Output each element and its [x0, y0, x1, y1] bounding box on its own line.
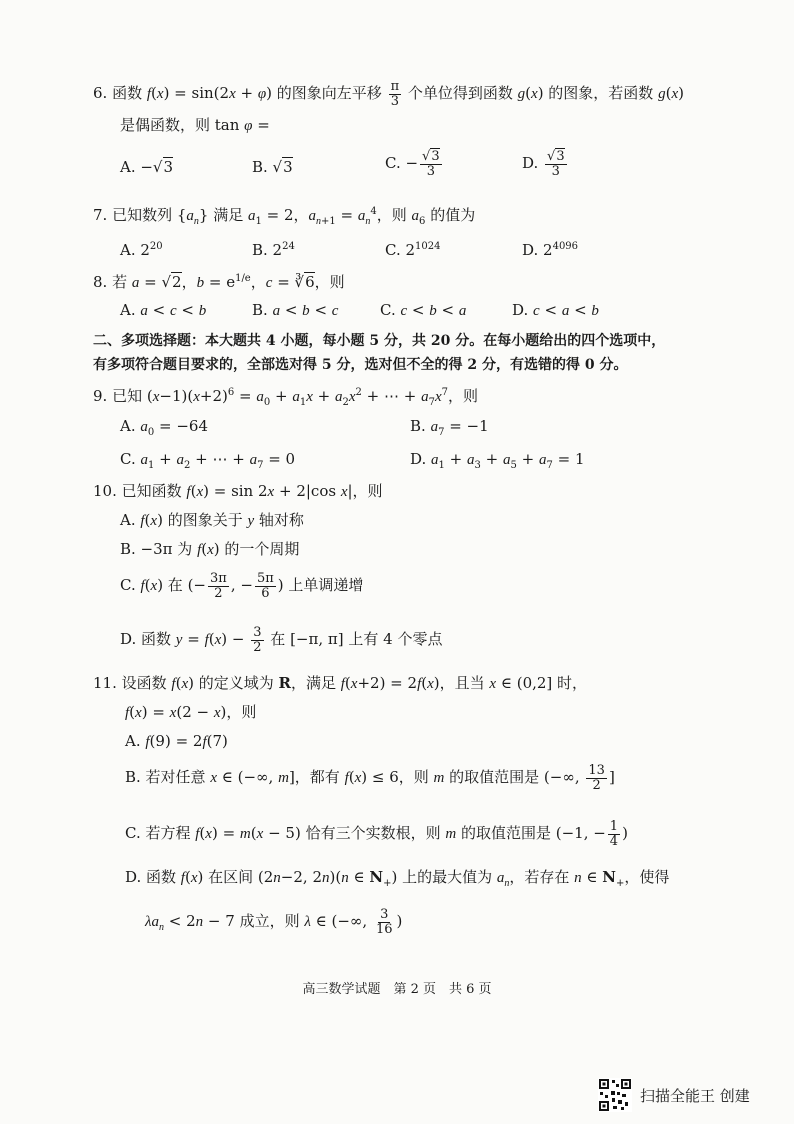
q11-option-c: C. 若方程 f(x) = m(x − 5) 恰有三个实数根，则 m 的取值范围是 (−1, − $\frac{1}{4}$ ): [125, 819, 628, 849]
section2-line1: 二、多项选择题：本大题共 4 小题，每小题 5 分，共 20 分。在每小题给出的四个选项中，: [93, 333, 666, 349]
q8-option-d: D. c < a < b: [512, 301, 599, 319]
q10-stem: 10. 已知函数 f(x) = sin 2x + 2|cos x|，则: [93, 482, 383, 500]
q8-option-a: A. a < c < b: [120, 301, 207, 319]
section2-line2: 有多项符合题目要求的，全部选对得 5 分，选对但不全的得 2 分，有选错的得 0 分。: [93, 357, 628, 373]
q6-option-d: D. $\frac{√3}{3}$: [522, 149, 565, 179]
q11-option-b: B. 若对任意 x ∈ (−∞, m]，都有 f(x) ≤ 6，则 m 的取值范围是 (−∞, $\frac{13}{2}$ ]: [125, 763, 615, 793]
q6-stem-line2: 是偶函数，则 tan φ =: [120, 116, 270, 134]
qr-code-icon: [598, 1078, 632, 1112]
q10-option-d: D. 函数 y = f(x) − $\frac{3}{2}$ 在 [−π, π] 上有 4 个零点: [120, 625, 443, 655]
q10-option-c: C. f(x) 在 (− $\frac{3\pi}{2}$ , − $\frac{5\pi}{6}$ ) 上单调递增: [120, 571, 364, 601]
q9-option-c: C. $a_1 + a_2$ + ⋯ + $a_7 = 0$: [120, 450, 296, 471]
q9-stem: 9. 已知 $(x-1)(x+2)^6 = a_0 + a_1x + a_2x^2$ + ⋯ + $a_7x^7$，则: [93, 387, 479, 408]
q11-option-d-line1: D. 函数 f(x) 在区间 (2n−2, 2n)(n ∈ $N_+$) 上的最大值为 $a_n$，若存在 n ∈ $N_+$，使得: [125, 868, 670, 889]
q7-option-b: B. $2^{24}$: [252, 241, 295, 259]
q11-stem-line1: 11. 设函数 f(x) 的定义域为 R，满足 f(x+2) = 2f(x)，且当 x ∈ (0,2] 时，: [93, 674, 588, 692]
q11-option-d-line2: $\lambda a_n < 2n - 7$ 成立，则 λ ∈ (−∞, $\frac{3}{16}$ ): [145, 907, 403, 937]
q7-option-a: A. $2^{20}$: [120, 241, 163, 259]
q8-option-c: C. c < b < a: [380, 301, 467, 319]
q9-option-a: A. $a_0 = -64$: [120, 417, 209, 438]
q11-stem-line2: f(x) = x(2 − x)，则: [125, 703, 257, 721]
q8-stem: 8. 若 a = √2，$b = e^{1/e}$，c = ∛6，则: [93, 273, 345, 291]
q6-option-a: A. −√3: [120, 158, 174, 176]
page-footer: 高三数学试题 第 2 页 共 6 页: [302, 982, 492, 997]
q11-option-a: A. f(9) = 2f(7): [125, 732, 228, 750]
q6-option-c: C. − $\frac{√3}{3}$: [385, 149, 440, 179]
q6-option-b: B. √3: [252, 158, 293, 176]
q10-option-a: A. f(x) 的图象关于 y 轴对称: [120, 511, 304, 529]
q7-option-c: C. $2^{1024}$: [385, 241, 441, 259]
q9-option-b: B. $a_7 = -1$: [410, 417, 489, 438]
q10-option-b: B. −3π 为 f(x) 的一个周期: [120, 540, 300, 558]
q6-stem-line1: 6. 函数 f(x) = sin(2x + φ) 的图象向左平移 $\frac{\pi}{3}$ 个单位得到函数 g(x) 的图象，若函数 g(x): [93, 79, 684, 109]
q7-option-d: D. $2^{4096}$: [522, 241, 579, 259]
q8-option-b: B. a < b < c: [252, 301, 339, 319]
scanner-watermark: 扫描全能王 创建: [640, 1087, 750, 1105]
q9-option-d: D. $a_1 + a_3 + a_5 + a_7 = 1$: [410, 450, 585, 471]
q7-stem: 7. 已知数列 $\{a_n\}$ 满足 $a_1 = 2$，$a_{n+1} = a_n^4$，则 $a_6$ 的值为: [93, 206, 476, 227]
